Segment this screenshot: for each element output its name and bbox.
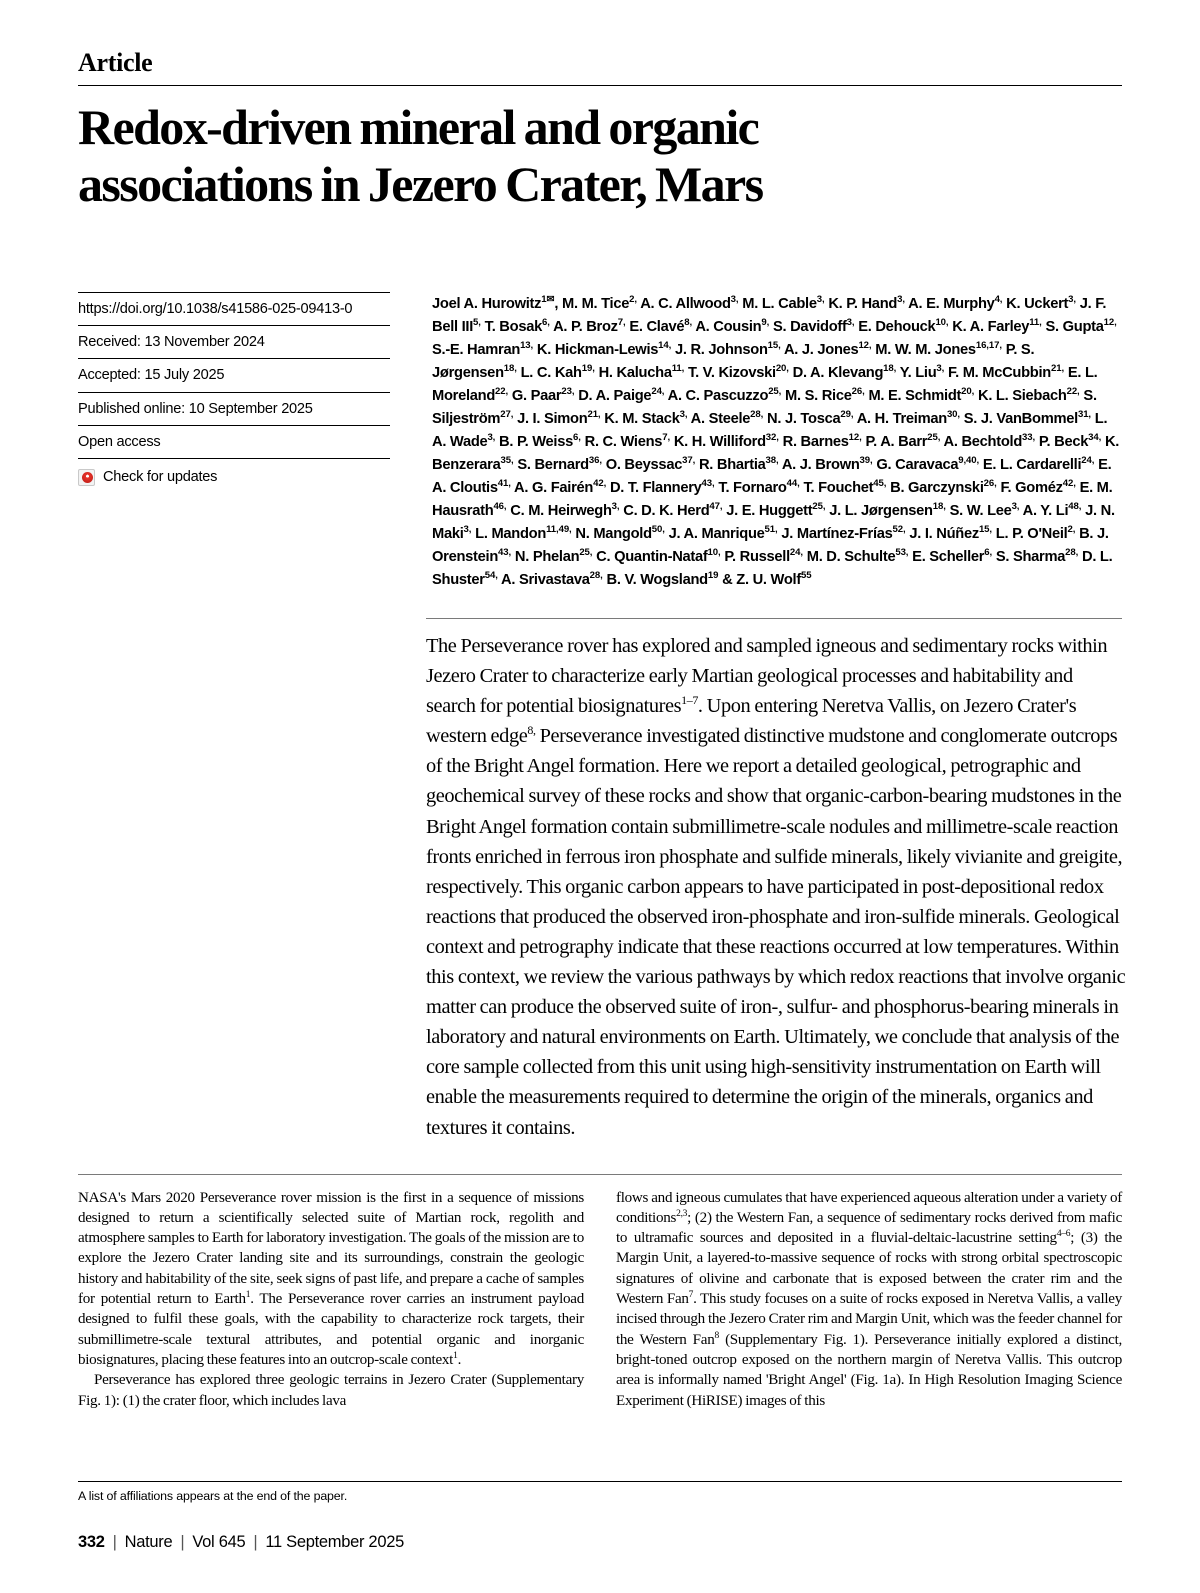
open-access-label: Open access: [78, 425, 390, 458]
crossmark-icon: [78, 469, 95, 486]
page-number: 332: [78, 1533, 105, 1551]
header-divider: [78, 85, 1122, 86]
published-date: Published online: 10 September 2025: [78, 392, 390, 425]
body-column-right: [616, 1188, 1122, 1411]
journal-name: Nature: [124, 1533, 173, 1551]
footnote-divider: [78, 1481, 1122, 1482]
footer-separator: |: [253, 1533, 258, 1551]
author-list: Joel A. Hurowitz$^{1✉}$, M. M. Tice$^{2,}$ A. C. Allwood$^{3,}$ M. L. Cable$^{3,}$ K. P. Hand$^{3,}$ A. E. Murphy$^{4,}$ K. Uckert$^{3,}$ J. F. Bell $III^{5,}$ T. Bosak$^{6,}$ A. P. Broz$^{7,}$ E. Clavé$^{8,}$ A. Cousin$^{9,}$ S. Davidoff$^{3,}$ E. Dehouck$^{10,}$ K. A. Farley$^{11,}$ S. Gupta$^{12,}$ S.-E. Hamran$^{13,}$ K. Hickman-Lewis$^{14,}$ J. R. Johnson$^{15,}$ A. J. Jones$^{12,}$ M. W. M. Jones$^{16,17,}$ P. S. Jørgensen$^{18,}$ L. C. Kah$^{19,}$ H. Kalucha$^{11,}$ T. V. Kizovski$^{20,}$ D. A. Klevang$^{18,}$ Y. Liu$^{3,}$ F. M. McCubbin$^{21,}$ E. L. Moreland$^{22,}$ G. Paar$^{23,}$ D. A. Paige$^{24,}$ A. C. Pascuzzo$^{25,}$ M. S. Rice$^{26,}$ M. E. Schmidt$^{20,}$ K. L. Siebach$^{22,}$ S. Siljeström$^{27,}$ J. I. Simon$^{21,}$ K. M. Stack$^{3,}$ A. Steele$^{28,}$ N. J. Tosca$^{29,}$ A. H. Treiman$^{30,}$ S. J. VanBommel$^{31,}$ L. A. Wade$^{3,}$ B. P. Weiss$^{6,}$ R. C. Wiens$^{7,}$ K. H. Williford$^{32,}$ R. Barnes$^{12,}$ P. A. Barr$^{25,}$ A. Bechtold$^{33,}$ P. Beck$^{34,}$ K. Benzerara$^{35,}$ S. Bernard$^{36,}$ O. Beyssac$^{37,}$ R. Bhartia$^{38,}$ A. J. Brown$^{39,}$ G. Caravaca$^{9,40,}$ E. L. Cardarelli$^{24,}$ E. A. Cloutis$^{41,}$ A. G. Fairén$^{42,}$ D. T. Flannery$^{43,}$ T. Fornaro$^{44,}$ T. Fouchet$^{45,}$ B. Garczynski$^{26,}$ F. Goméz$^{42,}$ E. M. Hausrath$^{46,}$ C. M. Heirwegh$^{3,}$ C. D. K. Herd$^{47,}$ J. E. Huggett$^{25,}$ J. L. Jørgensen$^{18,}$ S. W. Lee$^{3,}$ A. Y. $Li^{48,}$ J. N. Maki$^{3,}$ L. Mandon$^{11,49,}$ N. Mangold$^{50,}$ J. A. Manrique$^{51,}$ J. Martínez-Frías$^{52,}$ J. I. Núñez$^{15,}$ L. P. O'Neil$^{2,}$ B. J. Orenstein$^{43,}$ N. Phelan$^{25,}$ C. Quantin-Nataf$^{10,}$ P. Russell$^{24,}$ M. D. Schulte$^{53,}$ E. Scheller$^{6,}$ S. Sharma$^{28,}$ D. L. Shuster$^{54,}$ A. Srivastava$^{28,}$ B. V. Wogsland$^{19}$ & Z. U. Wolf$^{55}$: [432, 294, 1120, 588]
footer-separator: |: [180, 1533, 185, 1551]
check-for-updates-button[interactable]: [78, 458, 390, 493]
affiliations-note: A list of affiliations appears at the end of the paper.: [78, 1489, 348, 1503]
paragraph: Perseverance has explored three geologic terrains in Jezero Crater (Supplementary Fig. 1): (1) the crater floor, which includes lava: [78, 1372, 584, 1409]
body-divider: [78, 1174, 1122, 1175]
paragraph: flows and igneous cumulates that have experienced aqueous alteration under a variety of conditions$^{2,3}$; (2) the Western Fan, a sequence of sedimentary rocks derived from mafic to ultramafic sources and deposited in a fluvial-deltaic-lacustrine setting$^{4-6}$; (3) the Margin Unit, a layered-to-massive sequence of rocks with strong orbital spectroscopic signatures of olivine and carbonate that is exposed between the crater rim and the Western Fan$^7$. This study focuses on a suite of rocks exposed in Neretva Vallis, a valley incised through the Jezero Crater rim and Margin Unit, which was the feeder channel for the Western Fan$^8$ (Supplementary Fig. 1). Perseverance initially explored a distinct, bright-toned outcrop exposed on the northern margin of Neretva Vallis. This outcrop area is informally named 'Bright Angel' (Fig. 1a). In High Resolution Imaging Science Experiment (HiRISE) images of this: [616, 1189, 1122, 1409]
body-columns: [78, 1188, 1122, 1411]
issue-date: 11 September 2025: [265, 1533, 404, 1551]
page-title: Redox-driven mineral and organic associations in Jezero Crater, Mars: [78, 99, 763, 212]
body-column-left: [78, 1188, 584, 1411]
article-upper-section: [78, 292, 1122, 592]
page-footer: [78, 1533, 404, 1552]
paragraph: NASA's Mars 2020 Perseverance rover mission is the first in a sequence of missions designed to return a scientifically selected suite of Martian rock, regolith and atmosphere samples to Earth for laboratory investigation. The goals of the mission are to explore the Jezero Crater landing site and its surroundings, constrain the geologic history and habitability of the site, seek signs of past life, and prepare a cache of samples for potential return to Earth$^1$. The Perseverance rover carries an instrument payload designed to fulfil these goals, with the capability to characterize rock targets, their submillimetre-scale textural attributes, and potential organic and inorganic biosignatures, placing these features into an outcrop-scale context$^1$.: [78, 1189, 584, 1368]
received-date: Received: 13 November 2024: [78, 325, 390, 358]
article-page: [78, 0, 1126, 1593]
article-metadata-sidebar: [78, 292, 408, 592]
article-kicker: Article: [78, 48, 153, 77]
volume-label: Vol 645: [192, 1533, 246, 1551]
accepted-date: Accepted: 15 July 2025: [78, 358, 390, 391]
footer-separator: |: [112, 1533, 117, 1551]
check-for-updates-label: Check for updates: [103, 469, 218, 486]
doi-link[interactable]: https://doi.org/10.1038/s41586-025-09413-0: [78, 292, 390, 325]
abstract-text: The Perseverance rover has explored and sampled igneous and sedimentary rocks within Jezero Crater to characterize early Martian geological processes and habitability and search for potential biosignatures$^{1-7}$. Upon entering Neretva Vallis, on Jezero Crater's western edge$^{8,}$ Perseverance investigated distinctive mudstone and conglomerate outcrops of the Bright Angel formation. Here we report a detailed geological, petrographic and geochemical survey of these rocks and show that organic-carbon-bearing mudstones in the Bright Angel formation contain submillimetre-scale nodules and millimetre-scale reaction fronts enriched in ferrous iron phosphate and sulfide minerals, likely vivianite and greigite, respectively. This organic carbon appears to have participated in post-depositional redox reactions that produced the observed iron-phosphate and iron-sulfide minerals. Geological context and petrography indicate that these reactions occurred at low temperatures. Within this context, we review the various pathways by which redox reactions that involve organic matter can produce the observed suite of iron-, sulfur- and phosphorus-bearing minerals in laboratory and natural environments on Earth. Ultimately, we conclude that analysis of the core sample collected from this unit using high-sensitivity instrumentation on Earth will enable the measurements required to determine the origin of the minerals, organics and textures it contains.: [426, 635, 1126, 1139]
abstract-section: [426, 618, 1126, 1143]
